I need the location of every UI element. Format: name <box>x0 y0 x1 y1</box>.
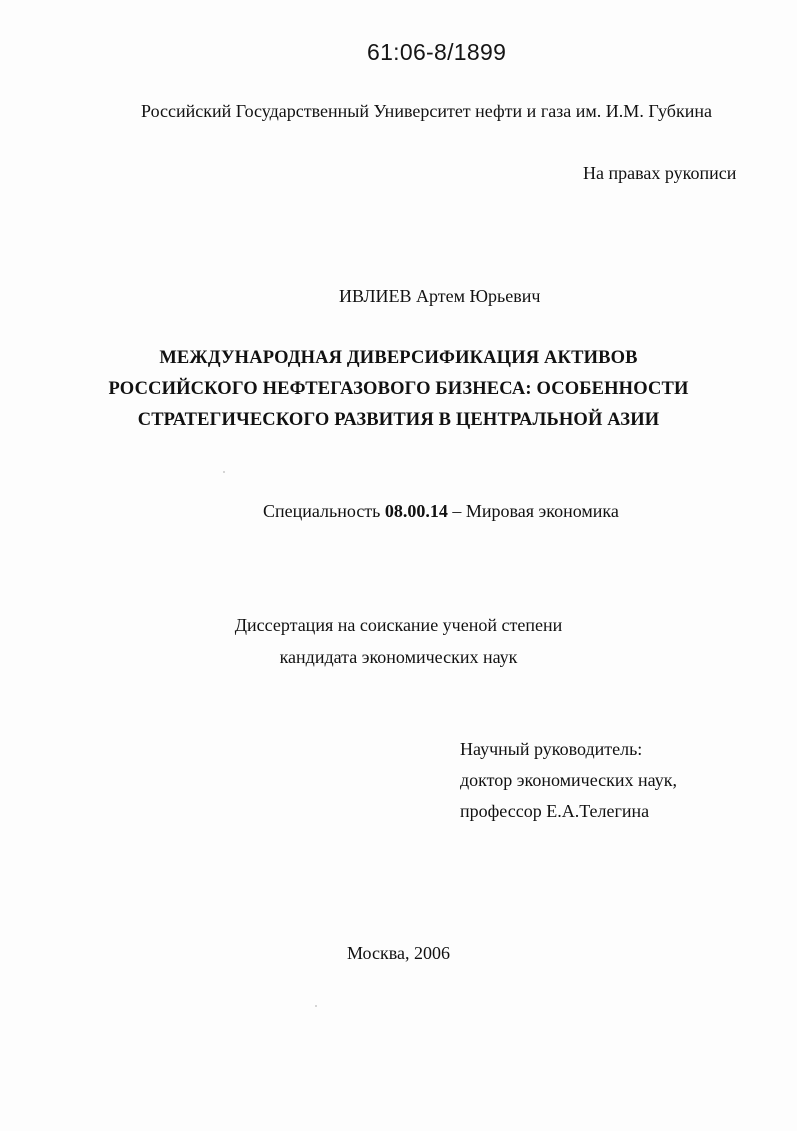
degree-line-2: кандидата экономических наук <box>279 647 518 667</box>
university-name: Российский Государственный Университет нефти и газа им. И.М. Губкина <box>141 101 712 121</box>
title-line-3: СТРАТЕГИЧЕСКОГО РАЗВИТИЯ В ЦЕНТРАЛЬНОЙ АЗИИ <box>137 410 660 430</box>
degree-line-1: Диссертация на соискание ученой степени <box>234 615 563 635</box>
specialty-prefix: Специальность <box>263 501 381 521</box>
scan-speck <box>315 1005 317 1007</box>
city-year: Москва, 2006 <box>347 943 450 963</box>
title-line-1: МЕЖДУНАРОДНАЯ ДИВЕРСИФИКАЦИЯ АКТИВОВ <box>159 348 638 368</box>
archive-code: 61:06-8/1899 <box>367 39 507 65</box>
supervisor-heading: Научный руководитель: <box>460 739 643 759</box>
specialty-name: – Мировая экономика <box>452 501 619 521</box>
specialty-line <box>263 502 619 520</box>
supervisor-degree: доктор экономических наук, <box>460 770 677 790</box>
scan-speck <box>223 471 225 473</box>
supervisor-name: профессор Е.А.Телегина <box>460 801 650 821</box>
specialty-code: 08.00.14 <box>384 501 448 521</box>
title-line-2: РОССИЙСКОГО НЕФТЕГАЗОВОГО БИЗНЕСА: ОСОБЕННОСТИ <box>108 379 689 399</box>
manuscript-notice: На правах рукописи <box>583 163 737 183</box>
author-name: ИВЛИЕВ Артем Юрьевич <box>339 286 541 306</box>
